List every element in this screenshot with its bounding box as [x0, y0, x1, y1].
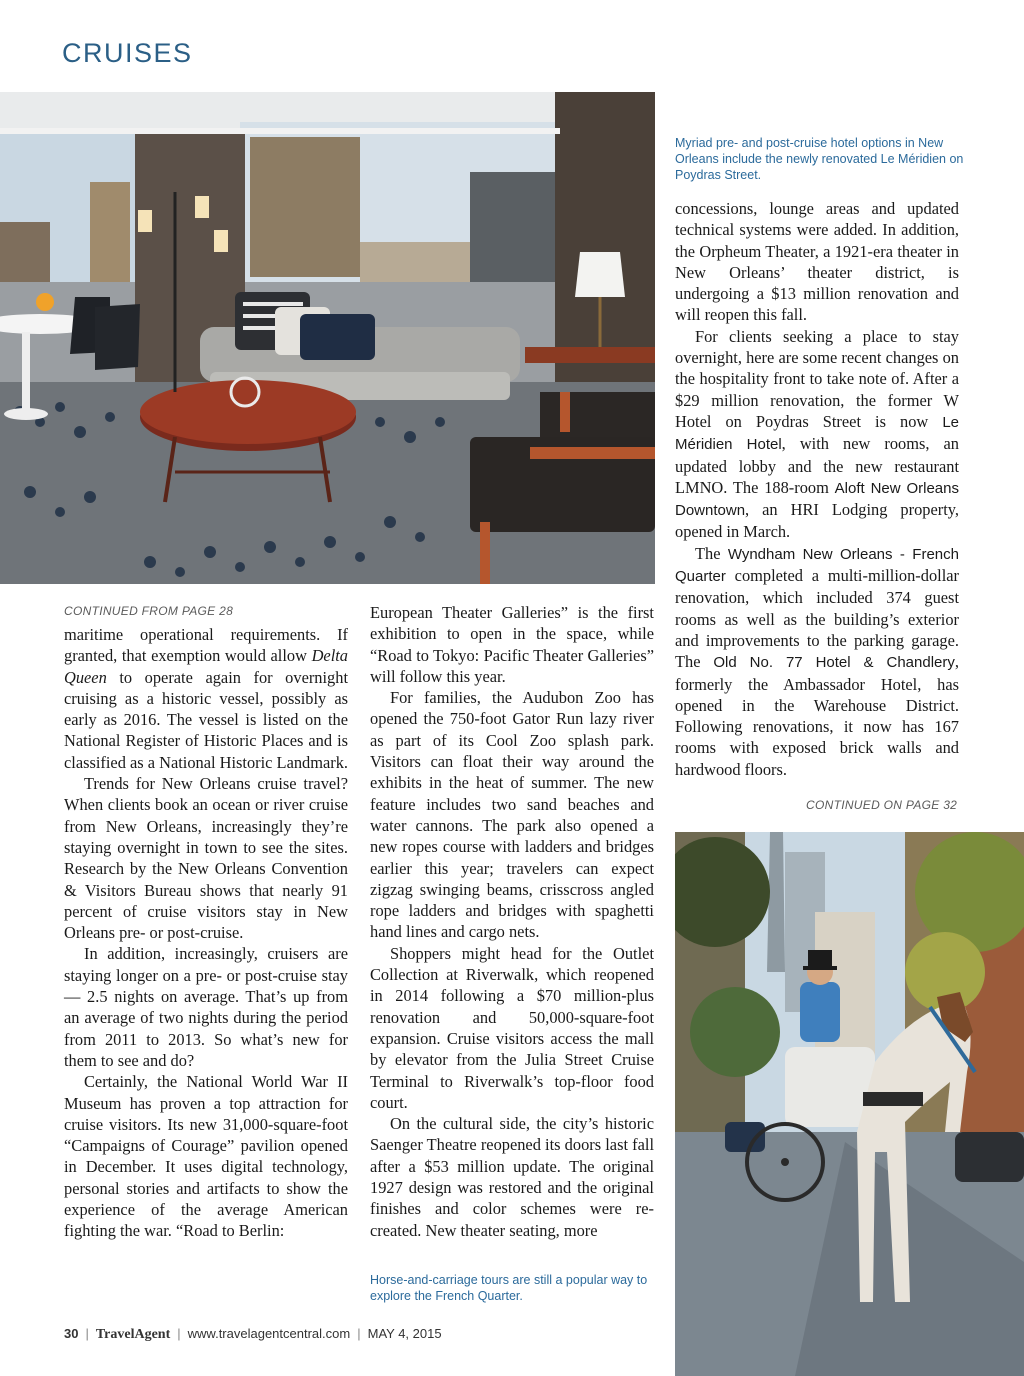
hotel-name: Wyndham New Orleans - French Quarter	[675, 545, 959, 586]
hotel-name: Le Méridien Hotel	[675, 413, 959, 454]
issue-date: MAY 4, 2015	[367, 1326, 442, 1341]
continued-from-label: CONTINUED FROM PAGE 28	[64, 604, 234, 618]
text-run: , formerly the Ambassador Hotel, has opened in the Warehouse District. Following renovations, it now has 167 rooms with exposed brick walls and hardwood floors.	[675, 652, 959, 779]
paragraph: European Theater Galleries” is the first exhibition to open in the space, while “Road to Tokyo: Pacific Theater Galleries” will follow this year.	[370, 603, 654, 686]
article-column-3	[675, 198, 959, 780]
hotel-photo-caption: Myriad pre- and post-cruise hotel options in New Orleans include the newly renovated Le Méridien on Poydras Street.	[675, 136, 964, 182]
horse-photo-caption: Horse-and-carriage tours are still a popular way to explore the French Quarter.	[370, 1273, 648, 1303]
page-number: 30	[64, 1326, 79, 1341]
footer-separator: |	[357, 1326, 361, 1341]
text-run: , with new rooms, an updated lobby and the new restaurant LMNO. The 188-room	[675, 434, 959, 497]
paragraph: concessions, lounge areas and updated technical systems were added. In addition, the Orpheum Theater, a 1921-era theater in New Orleans’ theater district, is undergoing a $13 million renovation and will reopen this fall.	[675, 199, 959, 325]
website-url: www.travelagentcentral.com	[187, 1326, 351, 1341]
paragraph	[64, 624, 348, 773]
article-column-1	[64, 624, 348, 1242]
hotel-name: Old No. 77 Hotel & Chandlery	[713, 654, 955, 672]
footer-separator: |	[177, 1326, 181, 1341]
text-run: maritime operational requirements. If granted, that exemption would allow	[64, 625, 348, 666]
footer-separator: |	[85, 1326, 89, 1341]
paragraph: On the cultural side, the city’s historic Saenger Theatre reopened its doors last fall after a $53 million update. The original 1927 design was restored and the original finishes and color schemes were re-created. New theater seating, more	[370, 1114, 654, 1240]
magazine-brand: TravelAgent	[95, 1327, 171, 1342]
text-run: The	[695, 543, 728, 563]
continued-on-label: CONTINUED ON PAGE 32	[806, 798, 958, 812]
paragraph	[675, 326, 959, 543]
paragraph: Certainly, the National World War II Museum has proven a top attraction for cruise visitors. Its new 31,000-square-foot “Campaigns of Courage” pavilion opened in December. It uses digital technology, personal stories and artifacts to show the experience of the average American fighting the war. “Road to Berlin:	[64, 1072, 348, 1241]
hotel-room-photo	[0, 92, 655, 584]
page-footer	[64, 1326, 442, 1343]
text-run: , an HRI Lodging property, opened in March.	[675, 500, 959, 542]
paragraph: Shoppers might head for the Outlet Collection at Riverwalk, which reopened in 2014 following a $70 million-plus renovation and 50,000-square-foot expansion. Cruise visitors access the mall by elevator from the Julia Street Cruise Terminal to Riverwalk’s top-floor food court.	[370, 943, 654, 1112]
ship-name: Delta Queen	[64, 646, 348, 687]
paragraph: For families, the Audubon Zoo has opened the 750-foot Gator Run lazy river as part of its Cool Zoo splash park. Visitors can float their way around the exhibits in the heat of summer. The new feature includes two sand beaches and water cannons. The park also opened a new ropes course with ladders and bridges earlier this year; travelers can expect zigzag swinging beams, crisscross angled rope ladders and bridges with spaghetti hand lines and cargo nets.	[370, 688, 654, 942]
horse-carriage-photo	[675, 832, 1024, 1376]
text-run: to operate again for overnight cruising as a historic vessel, possibly as early as 2016. The vessel is listed on the National Register of Historic Places and is classified as a National Historic Landmark.	[64, 667, 349, 772]
paragraph: Trends for New Orleans cruise travel? When clients book an ocean or river cruise from New Orleans, increasingly they’re staying overnight in town to see the sites. Research by the New Orleans Convention & Visitors Bureau shows that nearly 91 percent of cruise visitors stay in New Orleans pre- or post-cruise.	[64, 774, 348, 943]
paragraph	[675, 543, 959, 780]
article-column-2	[370, 602, 654, 1241]
text-run: completed a multi-million-dollar renovation, which included 374 guest rooms as well as the building’s exterior and improvements to the parking garage. The	[675, 566, 959, 672]
text-run: For clients seeking a place to stay overnight, here are some recent changes on the hospitality front to take note of. After a $29 million renovation, the former W Hotel on Poydras Street is now	[675, 326, 959, 431]
hotel-name: Aloft New Orleans Downtown	[675, 479, 959, 520]
section-title: CRUISES	[62, 38, 193, 68]
paragraph: In addition, increasingly, cruisers are staying longer on a pre- or post-cruise stay — 2.5 nights on average. That’s up from an average of two nights during the period from 2011 to 2013. So what’s new for them to see and do?	[64, 944, 348, 1070]
